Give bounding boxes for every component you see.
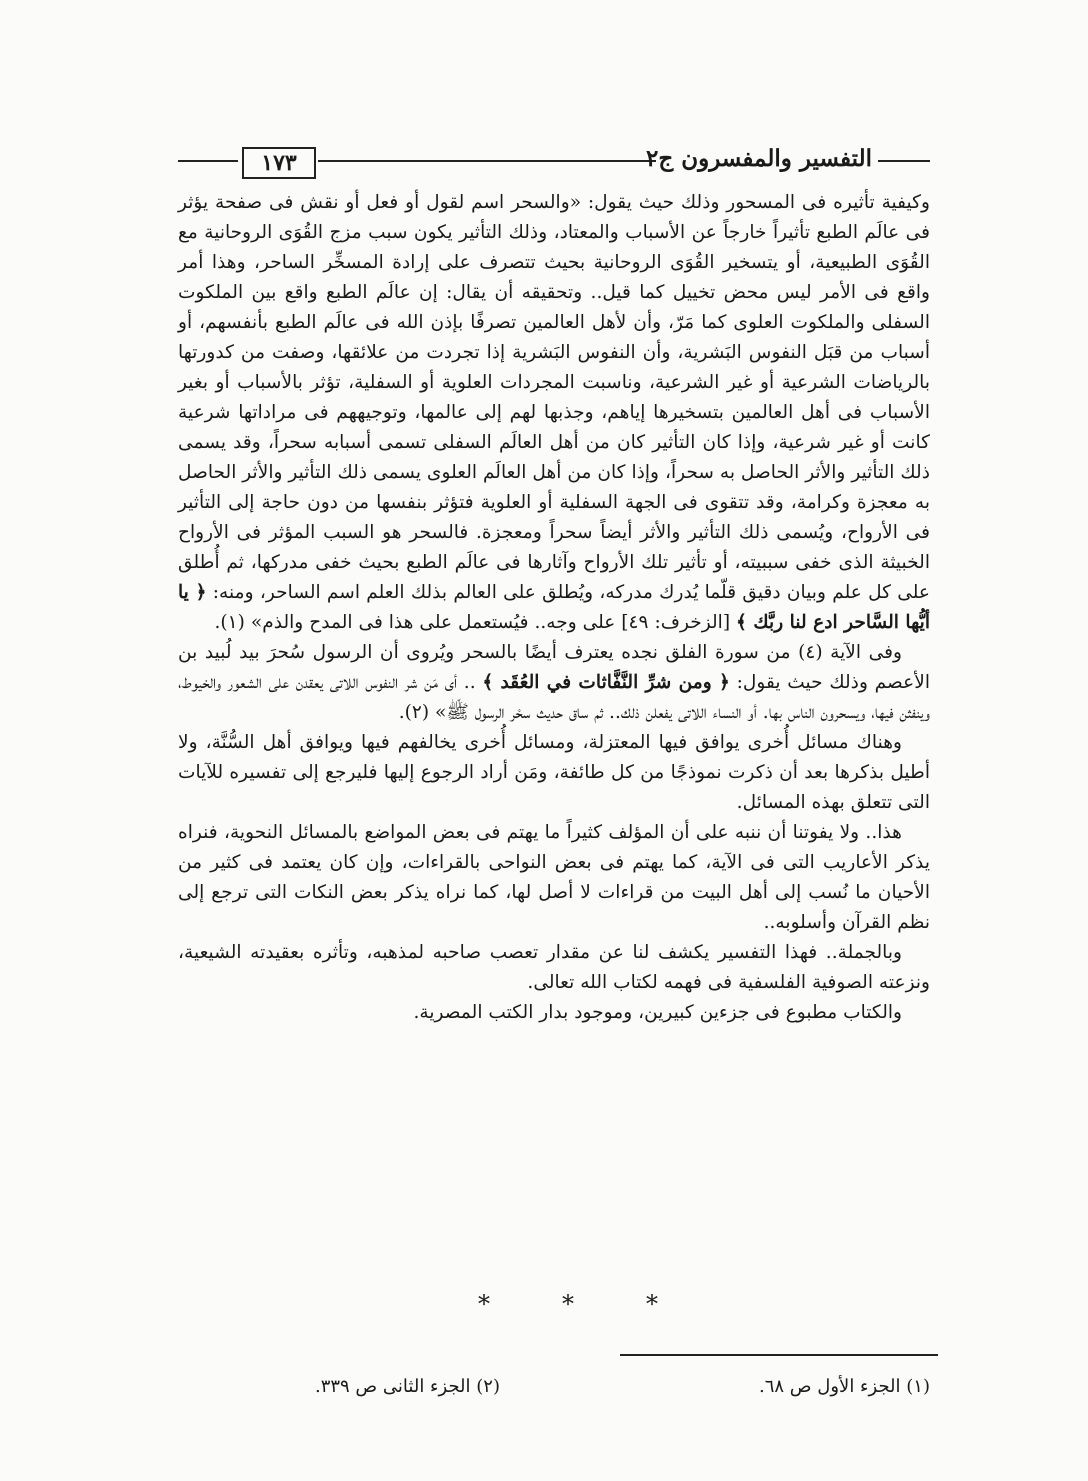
header-rule-left [178,160,238,162]
header-rule-middle [318,160,656,162]
main-text [178,188,930,1028]
running-title: التفسير والمفسرون ج٢ [646,145,872,172]
asterisk: * [562,1290,574,1318]
quran-verse-1: ﴿ يا أيُّها السَّاحر ادع لنا ربَّك ﴾ [178,582,930,633]
footnote-rule [620,1354,938,1356]
paragraph-1 [178,188,930,638]
footnote-1: (١) الجزء الأول ص ٦٨. [759,1376,930,1397]
paragraph-6: والكتاب مطبوع فى جزءين كبيرين، وموجود بدار الكتب المصرية. [413,1002,902,1023]
paragraph-2 [178,638,930,728]
verse-reference-1: [الزخرف: ٤٩] على وجه.. فيُستعمل على هذا فى المدح والذم» (١). [214,612,731,633]
paragraph-4: هذا.. ولا يفوتنا أن ننبه على أن المؤلف كثيراً ما يهتم فى بعض المواضع بالمسائل النحوية، فنراه يذكر الأعاريب التى فى الآية، كما يهتم فى بعض النواحى بالقراءات، وإن كان يعتمد فى كثير من الأحيان ما نُسب إلى أهل البيت من قراءات لا أصل لها، كما نراه يذكر بعض النكات التى ترجع إلى نظم القرآن وأسلوبه.. [178,822,930,933]
paragraph-2-end: .. أى مَن شر النفوس اللاتى يعقدن على الشعور والخيوط، وينفثن فيها، ويسحرون الناس بها. أو النساء اللاتى يفعلن ذلك.. ثم ساق حديث سحْر الرسول ﷺ» (٢). [178,672,930,723]
asterisk: * [646,1290,658,1318]
quran-verse-2: ﴿ ومن شرِّ النَّفَّاثات في العُقَد ﴾ [482,672,730,693]
page-header [178,143,930,179]
paragraph-3: وهناك مسائل أُخرى يوافق فيها المعتزلة، ومسائل أُخرى يخالفهم فيها ويوافق أهل السُّنَّة، ولا أطيل بذكرها بعد أن ذكرت نموذجًا من كل طائفة، ومَن أراد الرجوع إليها فليرجع إلى تفسيره للآيات التى تتعلق بهذه المسائل. [178,732,930,813]
section-separator [478,1290,658,1318]
header-rule-right [878,160,930,162]
footnotes [178,1376,930,1406]
paragraph-5: وبالجملة.. فهذا التفسير يكشف لنا عن مقدار تعصب صاحبه لمذهبه، وتأثره بعقيدته الشيعية، ونزعته الصوفية الفلسفية فى فهمه لكتاب الله تعالى. [178,942,930,993]
page-number: ١٧٣ [242,147,316,179]
asterisk: * [478,1290,490,1318]
footnote-2: (٢) الجزء الثانى ص ٣٣٩. [314,1376,500,1397]
paragraph-1-text: وكيفية تأثيره فى المسحور وذلك حيث يقول: «والسحر اسم لقول أو فعل أو نقش فى صفحة يؤثر فى عالَم الطبع تأثيراً خارجاً عن الأسباب والمعتاد، وذلك التأثير يكون سبب مزج القُوَى الروحانية مع القُوَى الطبيعية، أو يتسخير القُوَى الروحانية بحيث تتصرف على إرادة المسخِّر الساحر، وهذا أمر واقع فى الأمر ليس محض تخييل كما قيل.. وتحقيقه أن يقال: إن عالَم الطبع واقع بين الملكوت السفلى والملكوت العلوى كما مَرّ، وأن لأهل العالمين تصرفًا بإذن الله فى عالَم الطبع بأنفسهم، أو أسباب من قبَل النفوس البَشرية، وأن النفوس البَشرية إذا تجردت من علائقها، وصفت من كدورتها بالرياضات الشرعية أو غير الشرعية، وناسبت المجردات العلوية أو السفلية، تؤثر بالأسباب أو بغير الأسباب فى أهل العالمين بتسخيرها إياهم، وجذبها لهم إلى عالمها، وتوجيههم فى مراداتها شرعية كانت أو غير شرعية، وإذا كان التأثير كان من أهل العالَم السفلى تسمى أسبابه سحراً، وقد يسمى ذلك التأثير والأثر الحاصل به سحراً، وإذا كان من أهل العالَم العلوى يسمى ذلك التأثير والأثر الحاصل به معجزة وكرامة، وقد تتقوى فى الجهة السفلية أو العلوية فتؤثر بنفسها من دون حاجة إلى التأثير فى الأرواح، ويُسمى ذلك التأثير والأثر أيضاً سحراً ومعجزة. فالسحر هو السبب المؤثر فى الأرواح الخبيثة الذى خفى سببيته، أو تأثير تلك الأرواح وآثارها فى عالَم الطبع بحيث خفى مدركها، ثم أُطلق على كل علم وبيان دقيق قلّما يُدرك مدركه، ويُطلق على العالم بذلك العلم اسم الساحر، ومنه: [178,192,930,603]
paragraph-2-start: وفى الآية (٤) من سورة الفلق نجده يعترف أيضًا بالسحر ويُروى أن الرسول سُحرَ بيد لُبيد بن الأعصم وذلك حيث يقول: [178,642,931,693]
